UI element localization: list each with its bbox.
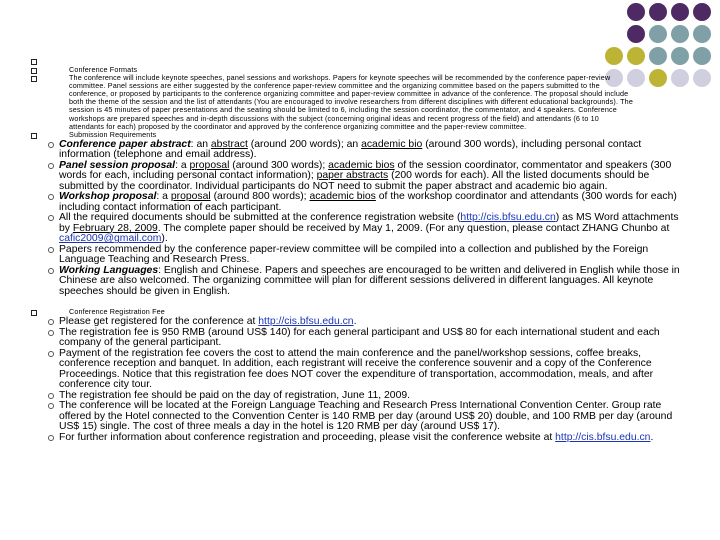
submission-item-panel-proposal: Panel session proposal: a proposal (around 300 words); academic bios of the session coordinator, commentator and speakers (300 words for each, including personal contact information); paper abstracts (200 words for each). All the listed documents should be submitted by the coordinator. Individual participants do NOT need to submit the paper abstract and academic bio again.: [31, 161, 681, 193]
registration-item-coverage: Payment of the registration fee covers the cost to attend the main conference and the panel/workshop sessions, coffee breaks, conference reception and banquet. In addition, each registrant will receive the conference souvenir and a copy of the Conference Proceedings. Notice that this registration fee does NOT cover the expenditure of transportation, accommodation, meals, and after conference city tour.: [31, 349, 681, 391]
decorative-dot: [693, 47, 711, 65]
formats-paragraph: [31, 74, 681, 131]
submission-item-publication: Papers recommended by the conference paper-review committee will be compiled into a collection and published by the Foreign Language Teaching and Research Press.: [31, 245, 681, 266]
decorative-dot: [649, 3, 667, 21]
decorative-dot: [693, 69, 711, 87]
circle-bullet-icon: [48, 247, 54, 253]
submission-item-paper-abstract: Conference paper abstract: an abstract (around 200 words); an academic bio (around 300 words), including personal contact information (telephone and email address).: [31, 140, 681, 161]
registration-item-more-info: For further information about conference registration and proceeding, please visit the conference website at http://cis.bfsu.edu.cn.: [31, 433, 681, 444]
formats-line: session is 45 minutes of paper presentations and the seating should be limited to 6, including the session coordinator, the commentator, and 4 speakers. Conference: [69, 105, 617, 115]
square-bullet-icon: [31, 68, 37, 74]
submission-item-deadline: All the required documents should be submitted at the conference registration website (http://cis.bfsu.edu.cn) as MS Word attachments by February 28, 2009. The complete paper should be received by May 1, 2009. (For any question, please contact ZHANG Chunbo at cafic2009@gmail.com).: [31, 213, 681, 245]
formats-line: The conference will include keynote speeches, panel sessions and workshops. Papers for keynote speeches will be recommended by the conference paper-review: [69, 73, 611, 83]
registration-item-fee: The registration fee is 950 RMB (around US$ 140) for each general participant and US$ 80 for each international student and each company of the general participant.: [31, 328, 681, 349]
circle-bullet-icon: [48, 330, 54, 336]
registration-item-register: Please get registered for the conference at http://cis.bfsu.edu.cn.: [31, 317, 681, 328]
decorative-dot: [671, 3, 689, 21]
formats-line: committee. Panel sessions are either suggested by the conference paper-review committee and the organizing committee based on the papers submitted to the: [69, 81, 600, 91]
decorative-dot: [627, 3, 645, 21]
formats-line: conference, or proposed by participants to the conference organizing committee and paper-review committee in advance of the conference. The proposal should include: [69, 89, 629, 99]
decorative-dot: [627, 25, 645, 43]
circle-bullet-icon: [48, 163, 54, 169]
circle-bullet-icon: [48, 435, 54, 441]
registration-item-location: The conference will be located at the Foreign Language Teaching and Research Press International Convention Center. Group rate offered by the Hotel connected to the Convention Center is 140 RMB per day (around US$ 20) double, and 100 RMB per day (around US$ 15) single. The cost of three meals a day in the hotel is 120 RMB per day (around US$ 17).: [31, 401, 681, 433]
circle-bullet-icon: [48, 215, 54, 221]
website-link[interactable]: http://cis.bfsu.edu.cn: [555, 431, 651, 443]
square-bullet-icon: [31, 310, 37, 316]
submission-item-languages: Working Languages: English and Chinese. Papers and speeches are encouraged to be written and delivered in English while those in Chinese are also welcomed. The organizing committee will plan for different sessions delivered in different languages. All keynote speeches should be given in English.: [31, 266, 681, 298]
registration-heading: [31, 308, 681, 316]
circle-bullet-icon: [48, 194, 54, 200]
formats-line: workshops are prepared speeches and in-depth discussions with the subject (concerning original ideas and recent progress of the field) and attendants (6 to 10: [69, 113, 599, 123]
circle-bullet-icon: [48, 319, 54, 325]
decorative-dot: [693, 25, 711, 43]
submission-list: [31, 140, 681, 298]
formats-line: attendants for each) proposed by the coordinator and approved by the conference organizing committee and the paper-review committee.: [69, 121, 527, 131]
decorative-dot: [693, 3, 711, 21]
circle-bullet-icon: [48, 403, 54, 409]
registration-link[interactable]: http://cis.bfsu.edu.cn: [258, 316, 354, 328]
square-bullet-icon: [31, 76, 37, 82]
circle-bullet-icon: [48, 142, 54, 148]
square-bullet-icon: [31, 59, 37, 65]
submission-item-workshop-proposal: Workshop proposal: a proposal (around 800 words); academic bios of the workshop coordinator and attendants (300 words for each) including contact information of each participant.: [31, 192, 681, 213]
decorative-dot: [671, 25, 689, 43]
registration-site-link[interactable]: http://cis.bfsu.edu.cn: [460, 212, 556, 224]
contact-email-link[interactable]: cafic2009@gmail.com: [59, 233, 162, 245]
decorative-dot: [649, 25, 667, 43]
square-bullet-icon: [31, 133, 37, 139]
circle-bullet-icon: [48, 268, 54, 274]
registration-list: [31, 317, 681, 443]
slide-body: [31, 57, 681, 443]
submission-heading-text: Submission Requirements: [69, 129, 157, 139]
submission-heading: [31, 131, 681, 139]
formats-line: both the theme of the session and the list of attendants (You are encouraged to involve researchers from different disciplines with different educational backgrounds). The: [69, 97, 633, 107]
circle-bullet-icon: [48, 351, 54, 357]
formats-heading-text: Conference Formats: [69, 65, 138, 74]
circle-bullet-icon: [48, 393, 54, 399]
registration-item-payment-day: The registration fee should be paid on the day of registration, June 11, 2009.: [31, 391, 681, 402]
registration-heading-text: Conference Registration Fee: [69, 307, 165, 317]
